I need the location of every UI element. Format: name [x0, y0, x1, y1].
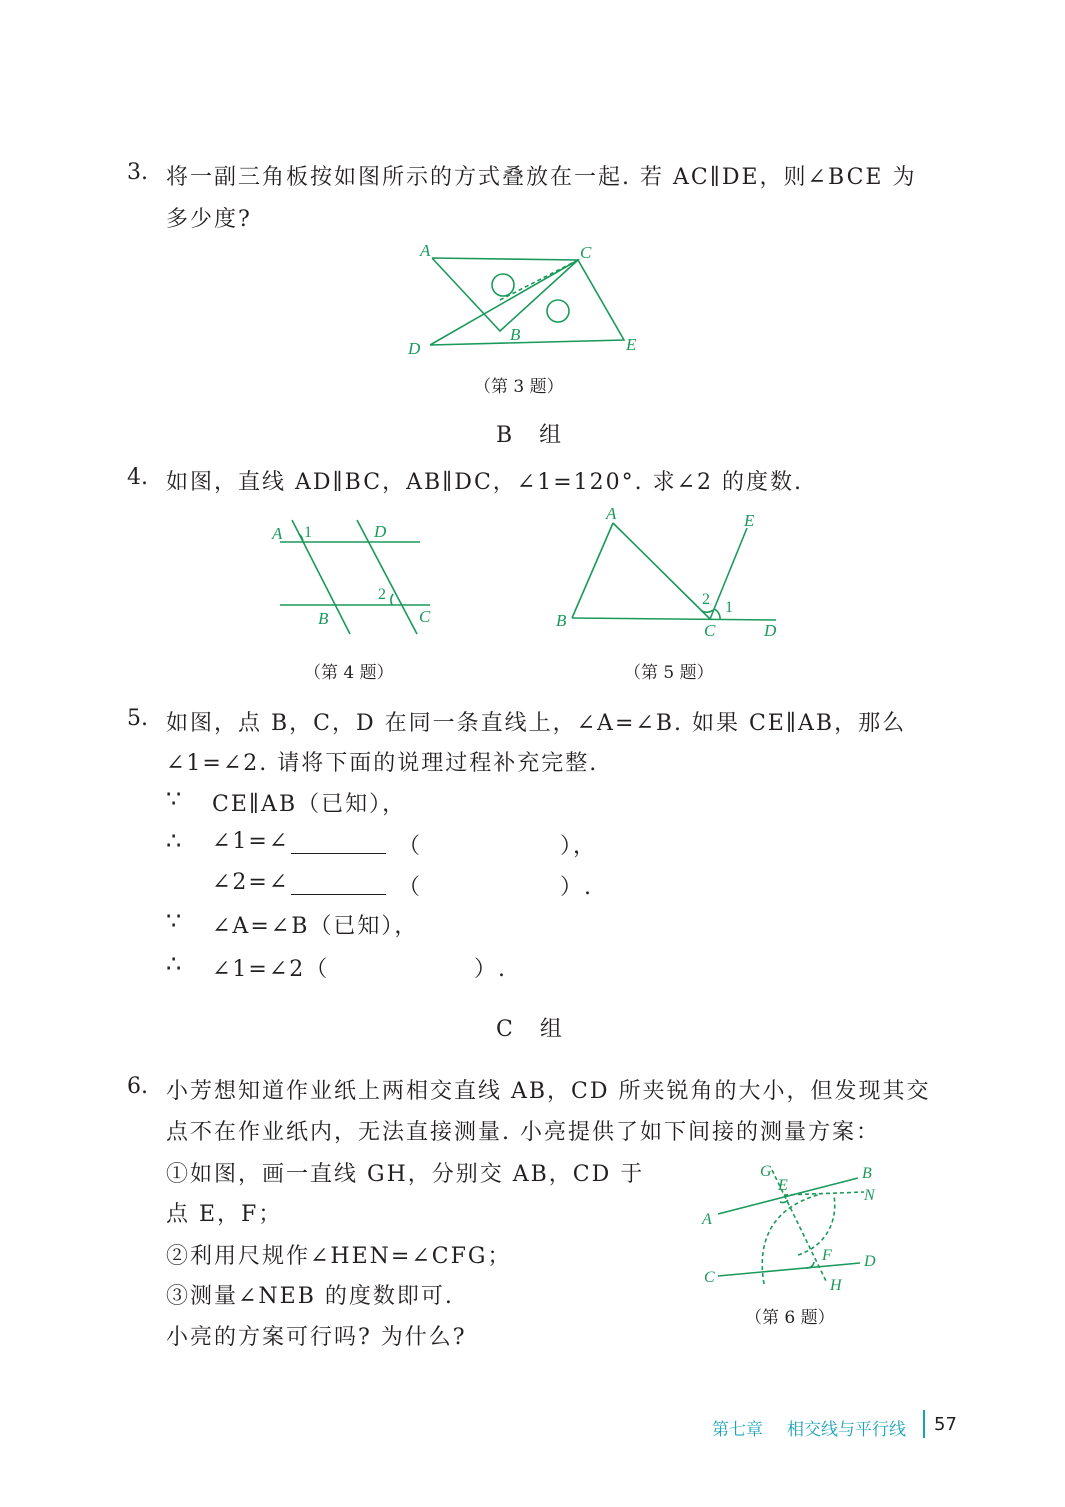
q5-step-2 — [212, 829, 386, 854]
q5-label-B: B — [556, 611, 567, 630]
q6-question: 小亮的方案可行吗? 为什么? — [166, 1325, 467, 1350]
q3-label-B: B — [510, 325, 521, 344]
q6-figure — [696, 1156, 896, 1301]
q6-label-E: E — [778, 1177, 788, 1194]
q3-label-E: E — [626, 335, 637, 354]
q5-step-2-paren-open: （ — [398, 834, 423, 859]
page-number: 57 — [934, 1414, 957, 1435]
q5-blank-2[interactable] — [291, 872, 386, 895]
q4-number: 4. — [127, 465, 148, 490]
q6-label-B: B — [862, 1165, 872, 1182]
q6-angle-arc-E — [780, 1200, 788, 1203]
q5-label-A: A — [606, 504, 617, 523]
q5-step-3-paren-close: ）. — [560, 875, 593, 900]
q4-label-2: 2 — [378, 586, 386, 603]
q5-blank-1[interactable] — [291, 831, 386, 854]
q5-number: 5. — [127, 706, 148, 731]
q4-label-C: C — [419, 607, 431, 626]
q6-label-H: H — [830, 1277, 842, 1294]
q6-label-A: A — [702, 1211, 712, 1228]
q4-label-1: 1 — [304, 524, 312, 541]
q5-angle-arc-1 — [714, 609, 720, 619]
q6-label-D: D — [864, 1253, 876, 1270]
q5-step-3-paren-open: （ — [398, 875, 423, 900]
q6-step-1a: ①如图，画一直线 GH，分别交 AB，CD 于 — [166, 1162, 645, 1187]
q4-label-D: D — [374, 522, 387, 541]
q3-label-C: C — [580, 243, 592, 262]
q5-step-2-paren-close: ）， — [560, 834, 598, 859]
footer-chapter: 第七章 — [712, 1420, 763, 1440]
q5-label-1: 1 — [725, 599, 733, 616]
q5-because-1: ∵ — [166, 785, 182, 813]
q5-step-1: CE∥AB（已知）， — [212, 792, 407, 817]
q6-label-N: N — [864, 1187, 875, 1204]
q6-text-line1: 小芳想知道作业纸上两相交直线 AB，CD 所夹锐角的大小，但发现其交 — [166, 1079, 931, 1104]
q5-step-3-text: ∠2=∠ — [212, 870, 290, 895]
q4-line-DC — [357, 520, 417, 634]
q5-line-BD — [572, 618, 776, 620]
q5-therefore-2: ∴ — [166, 950, 182, 978]
q5-label-C: C — [704, 621, 716, 640]
q6-caption: （第 6 题） — [745, 1308, 835, 1328]
q5-caption: （第 5 题） — [624, 663, 714, 683]
q3-triangle-1 — [432, 258, 578, 331]
q3-label-D: D — [408, 339, 421, 358]
q5-line-AC — [613, 523, 710, 619]
q6-line-CD — [718, 1263, 860, 1276]
q3-number: 3. — [127, 160, 148, 185]
q4-angle-2-arc — [391, 594, 393, 605]
q5-step-5-close: ）. — [474, 957, 507, 982]
q4-label-A: A — [272, 524, 283, 543]
q6-step-1b: 点 E，F； — [166, 1202, 283, 1227]
q3-text-line2: 多少度? — [166, 207, 252, 232]
q5-text-line1: 如图，点 B，C，D 在同一条直线上，∠A=∠B. 如果 CE∥AB，那么 — [166, 711, 907, 736]
q3-hole-1 — [492, 274, 514, 296]
q5-angle-arc-2 — [702, 610, 713, 612]
q5-step-2-text: ∠1=∠ — [212, 829, 290, 854]
q5-step-4: ∠A=∠B（已知）， — [212, 914, 419, 939]
q3-triangle-2 — [430, 260, 624, 345]
q5-step-5: ∠1=∠2（ — [212, 957, 330, 982]
q5-label-E: E — [744, 511, 755, 530]
q6-line-AB — [718, 1178, 858, 1214]
q5-step-3 — [212, 870, 386, 895]
q5-figure — [550, 500, 790, 645]
q6-label-G: G — [760, 1163, 772, 1180]
q4-text: 如图，直线 AD∥BC，AB∥DC，∠1=120°. 求∠2 的度数. — [166, 470, 804, 495]
q4-label-B: B — [318, 609, 329, 628]
footer-chapter-title: 相交线与平行线 — [787, 1420, 906, 1440]
q5-label-D: D — [764, 621, 777, 640]
q6-label-C: C — [704, 1269, 715, 1286]
q6-number: 6. — [127, 1074, 148, 1099]
q3-figure — [400, 232, 660, 362]
group-c-heading: C 组 — [496, 1017, 572, 1042]
q5-because-2: ∵ — [166, 907, 182, 935]
q3-label-A: A — [420, 241, 431, 260]
q5-line-AB — [572, 523, 613, 618]
q4-caption: （第 4 题） — [304, 663, 394, 683]
q5-label-2: 2 — [702, 591, 710, 608]
q6-label-F: F — [822, 1247, 832, 1264]
q3-caption: （第 3 题） — [474, 377, 564, 397]
footer-divider — [923, 1410, 925, 1438]
q3-text-line1: 将一副三角板按如图所示的方式叠放在一起. 若 AC∥DE，则∠BCE 为 — [166, 165, 917, 190]
q5-text-line2: ∠1=∠2. 请将下面的说理过程补充完整. — [166, 751, 599, 776]
group-b-heading: B 组 — [496, 423, 572, 448]
q3-hole-2 — [547, 300, 569, 322]
q6-step-2: ②利用尺规作∠HEN=∠CFG； — [166, 1244, 512, 1269]
q5-therefore-1: ∴ — [166, 827, 182, 855]
q6-step-3: ③测量∠NEB 的度数即可. — [166, 1284, 454, 1309]
q6-text-line2: 点不在作业纸内，无法直接测量. 小亮提供了如下间接的测量方案： — [166, 1120, 880, 1145]
q4-figure — [262, 512, 442, 642]
